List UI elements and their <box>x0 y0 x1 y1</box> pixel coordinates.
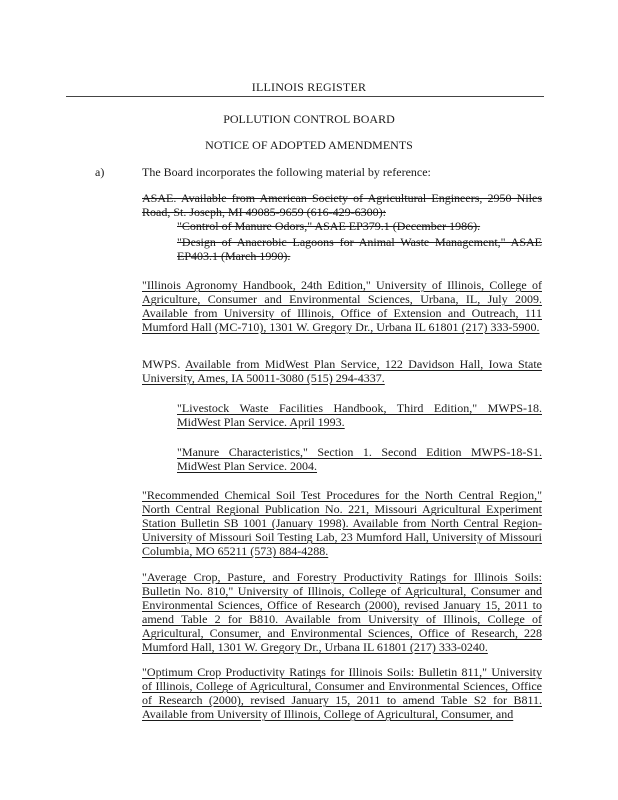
soil-test-procedures-text: "Recommended Chemical Soil Test Procedures for the North Central Region," North Central Regional Publication No. 221, Missouri Agricultural Experiment Station Bulletin SB 1001 (January 1998). Available from North Central Region-University of Missouri Soil Testing Lab, 23 Mumford Hall, University of Missouri Columbia, MO 65211 (573) 884-4288. <box>142 488 542 558</box>
bulletin-810-inserted <box>142 570 542 654</box>
board-title: POLLUTION CONTROL BOARD <box>223 112 395 126</box>
asae-item-1-deleted <box>177 219 542 233</box>
mwps-source <box>142 357 542 385</box>
mwps-item-1-inserted <box>177 401 542 429</box>
bulletin-810-text: "Average Crop, Pasture, and Forestry Productivity Ratings for Illinois Soils: Bulletin No. 810," University of Illinois, College of Agricultural, Consumer and Environmental Sciences, Office of Research (2000), revised January 15, 2011 to amend Table 2 for B810. Available from University of Illinois, College of Agricultural, Consumer, and Environmental Sciences, Office of Research, 228 Mumford Hall, 1301 W. Gregory Dr., Urbana IL 61801 (217) 333-0240. <box>142 570 542 654</box>
asae-source-deleted <box>142 191 542 219</box>
mwps-item-1-text: "Livestock Waste Facilities Handbook, Third Edition," MWPS-18. MidWest Plan Service. April 1993. <box>177 401 542 429</box>
mwps-prefix: MWPS. <box>142 357 181 371</box>
asae-item-2-text: "Design of Anaerobic Lagoons for Animal Waste Management," ASAE EP403.1 (March 1990). <box>177 235 542 263</box>
bulletin-811-text: "Optimum Crop Productivity Ratings for Illinois Soils: Bulletin 811," University of Illinois, College of Agricultural, Consumer and Environmental Sciences, Office of Research (2000), revised January 15, 2011 to amend Table S2 for B811. Available from University of Illinois, College of Agricultural, Consumer, and <box>142 665 542 721</box>
asae-item-2-deleted <box>177 235 542 263</box>
bulletin-811-inserted <box>142 665 542 721</box>
mwps-source-text: Available from MidWest Plan Service, 122 Davidson Hall, Iowa State University, Ames, IA 50011-3080 (515) 294-4337. <box>142 357 542 385</box>
header-rule <box>66 96 544 97</box>
agronomy-handbook-inserted <box>142 278 542 334</box>
notice-title: NOTICE OF ADOPTED AMENDMENTS <box>205 138 413 152</box>
mwps-item-2-text: "Manure Characteristics," Section 1. Second Edition MWPS-18-S1. MidWest Plan Service. 2004. <box>177 445 542 473</box>
agronomy-handbook-text: "Illinois Agronomy Handbook, 24th Edition," University of Illinois, College of Agriculture, Consumer and Environmental Sciences, Urbana, IL, July 2009. Available from University of Illinois, Office of Extension and Outreach, 111 Mumford Hall (MC-710), 1301 W. Gregory Dr., Urbana IL 61801 (217) 333-5900. <box>142 278 542 334</box>
register-title: ILLINOIS REGISTER <box>251 80 367 94</box>
section-label: a) <box>95 165 105 179</box>
soil-test-procedures-inserted <box>142 488 542 558</box>
mwps-item-2-inserted <box>177 445 542 473</box>
section-intro: The Board incorporates the following material by reference: <box>142 165 431 179</box>
asae-source-text: ASAE. Available from American Society of Agricultural Engineers, 2950 Niles Road, St. Joseph, MI 49085-9659 (616-429-6300): <box>142 191 542 219</box>
asae-item-1-text: "Control of Manure Odors," ASAE EP379.1 (December 1986). <box>177 219 481 233</box>
